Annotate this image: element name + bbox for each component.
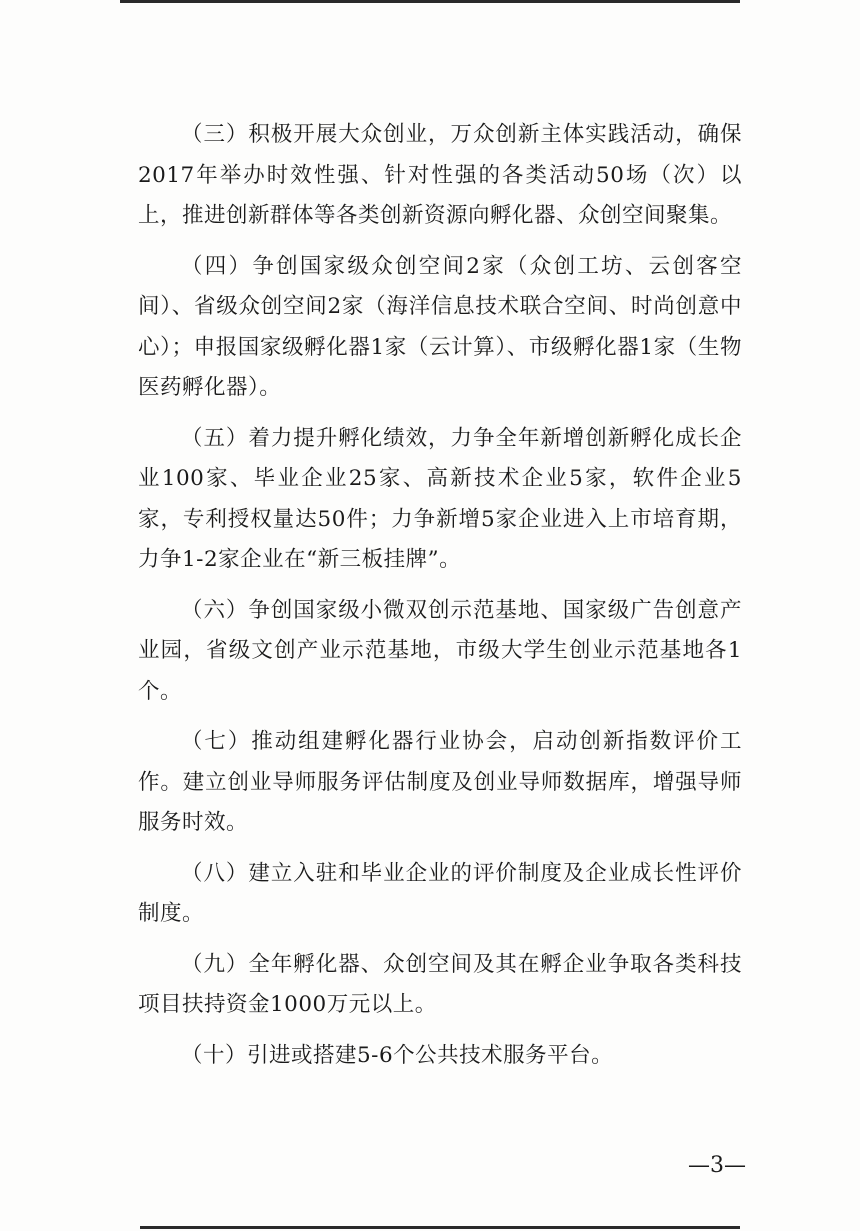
paragraph-3: （三）积极开展大众创业，万众创新主体实践活动，确保2017年举办时效性强、针对性强的各类活动50场（次）以上，推进创新群体等各类创新资源向孵化器、众创空间聚集。: [138, 122, 742, 228]
paragraph-10: （十）引进或搭建5-6个公共技术服务平台。: [181, 1042, 614, 1068]
paragraph-9: （九）全年孵化器、众创空间及其在孵企业争取各类科技项目扶持资金1000万元以上。: [138, 951, 742, 1017]
bottom-rule: [140, 1226, 740, 1229]
paragraph-7: （七）推动组建孵化器行业协会，启动创新指数评价工作。建立创业导师服务评估制度及创业导师数据库，增强导师服务时效。: [138, 729, 742, 835]
top-rule: [120, 0, 740, 3]
paragraph-4: （四）争创国家级众创空间2家（众创工坊、云创客空间）、省级众创空间2家（海洋信息技术联合空间、时尚创意中心）；申报国家级孵化器1家（云计算）、市级孵化器1家（生物医药孵化器）。: [138, 253, 742, 400]
body-text: [138, 115, 742, 1086]
paragraph-8: （八）建立入驻和毕业企业的评价制度及企业成长性评价制度。: [138, 860, 742, 926]
paragraph-6: （六）争创国家级小微双创示范基地、国家级广告创意产业园，省级文创产业示范基地，市级大学生创业示范基地各1个。: [138, 597, 742, 704]
paragraph-5: （五）着力提升孵化绩效，力争全年新增创新孵化成长企业100家、毕业企业25家、高新技术企业5家，软件企业5家，专利授权量达50件；力争新增5家企业进入上市培育期，力争1-2家企业在“新三板挂牌”。: [138, 425, 742, 572]
page-number: —3—: [688, 1153, 746, 1178]
